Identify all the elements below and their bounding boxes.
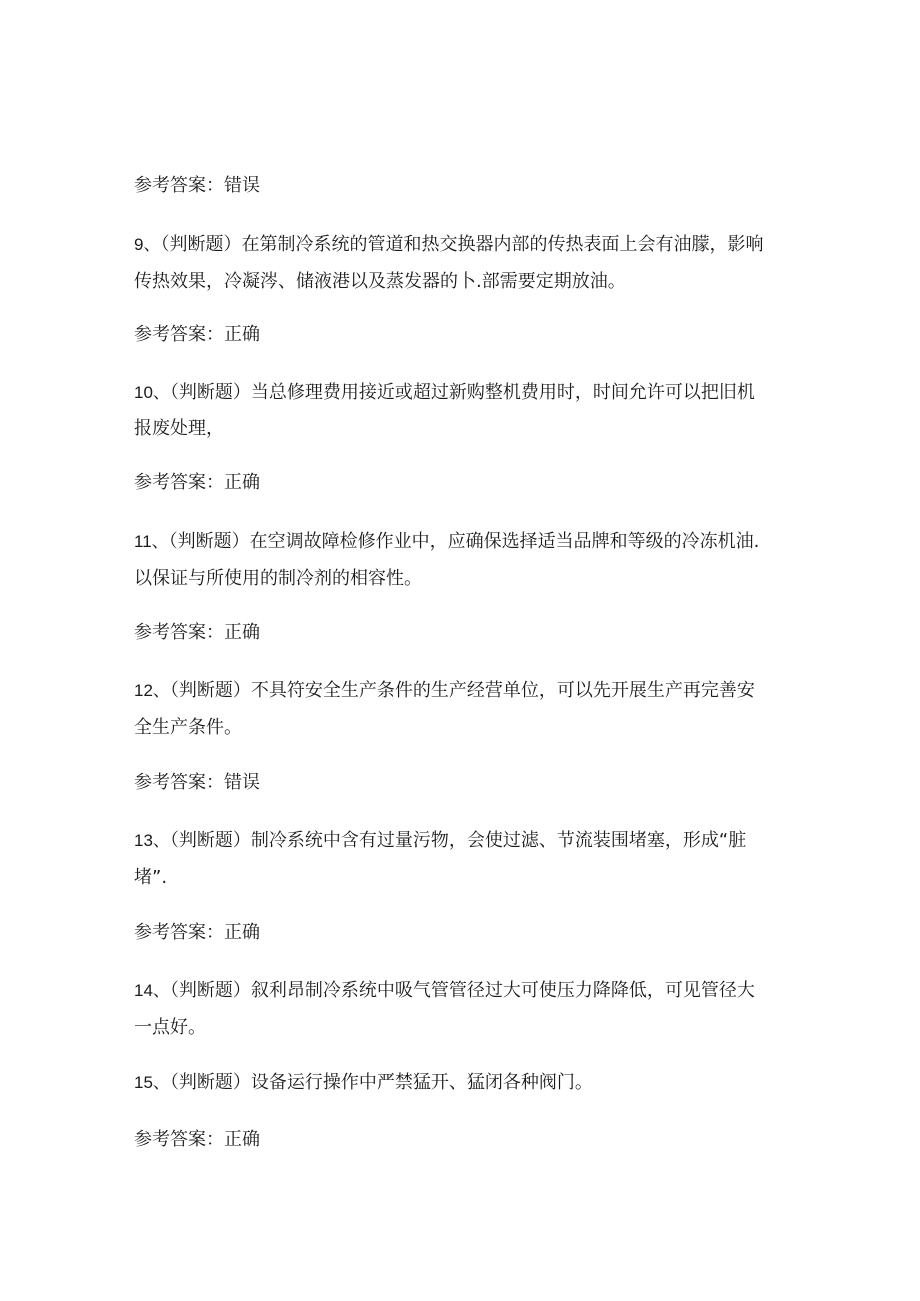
question-text: 报废处理， bbox=[134, 418, 224, 439]
answer-line bbox=[134, 615, 794, 651]
question-text: （判断题）制冷系统中含有过量污物，会使过滤、节流装围堵塞，形成“脏 bbox=[169, 830, 747, 851]
question-text: （判断题）叙利昂制冷系统中吸气管管径过大可使压力降降低，可见管径大 bbox=[169, 980, 755, 1001]
question-line bbox=[134, 710, 794, 746]
question-line bbox=[134, 227, 794, 263]
answer-value: 正确 bbox=[224, 472, 260, 493]
question-line bbox=[134, 860, 794, 896]
question-line bbox=[134, 823, 794, 859]
answer-prefix: 参考答案： bbox=[134, 324, 224, 345]
question-line bbox=[134, 411, 794, 447]
question-text: （判断题）不具符安全生产条件的生产经营单位，可以先开展生产再完善安 bbox=[169, 680, 755, 701]
question-text: （判断题）在空调故障检修作业中，应确保选择适当品牌和等级的冷冻机油. bbox=[168, 531, 760, 552]
answer-value: 错误 bbox=[224, 175, 260, 196]
answer-value: 正确 bbox=[224, 622, 260, 643]
question-text: （判断题）在第制冷系统的管道和热交换器内部的传热表面上会有油朦，影响 bbox=[160, 234, 764, 255]
question-text: 堵”. bbox=[134, 867, 168, 888]
question-text: （判断题）当总修理费用接近或超过新购整机费用时，时间允许可以把旧机 bbox=[169, 382, 755, 403]
answer-value: 正确 bbox=[224, 1129, 260, 1150]
answer-line bbox=[134, 168, 794, 204]
question-line bbox=[134, 1010, 794, 1046]
question-text: （判断题）设备运行操作中严禁猛开、猛闭各种阀门。 bbox=[169, 1072, 593, 1093]
answer-prefix: 参考答案： bbox=[134, 1129, 224, 1150]
question-line bbox=[134, 561, 794, 597]
question-number: 15、 bbox=[134, 1073, 170, 1092]
answer-line bbox=[134, 317, 794, 353]
answer-value: 正确 bbox=[224, 324, 260, 345]
question-number: 9、 bbox=[134, 235, 161, 254]
question-line bbox=[134, 264, 794, 300]
answer-line bbox=[134, 765, 794, 801]
question-text: 以保证与所使用的制冷剂的相容性。 bbox=[134, 568, 422, 589]
answer-line bbox=[134, 465, 794, 501]
answer-prefix: 参考答案： bbox=[134, 622, 224, 643]
question-line bbox=[134, 524, 794, 560]
question-number: 12、 bbox=[134, 681, 170, 700]
question-text: 一点好。 bbox=[134, 1017, 206, 1038]
question-text: 传热效果，冷凝涔、储液港以及蒸发器的卜.部需要定期放油。 bbox=[134, 271, 626, 292]
question-number: 13、 bbox=[134, 831, 170, 850]
answer-value: 正确 bbox=[224, 922, 260, 943]
question-line bbox=[134, 973, 794, 1009]
answer-prefix: 参考答案： bbox=[134, 175, 224, 196]
answer-value: 错误 bbox=[224, 772, 260, 793]
question-line bbox=[134, 673, 794, 709]
answer-line bbox=[134, 1122, 794, 1158]
answer-prefix: 参考答案： bbox=[134, 772, 224, 793]
question-number: 11、 bbox=[134, 532, 169, 551]
question-text: 全生产条件。 bbox=[134, 717, 242, 738]
question-line bbox=[134, 1065, 794, 1101]
question-number: 10、 bbox=[134, 383, 170, 402]
question-number: 14、 bbox=[134, 981, 170, 1000]
answer-prefix: 参考答案： bbox=[134, 922, 224, 943]
answer-line bbox=[134, 915, 794, 951]
answer-prefix: 参考答案： bbox=[134, 472, 224, 493]
question-line bbox=[134, 375, 794, 411]
